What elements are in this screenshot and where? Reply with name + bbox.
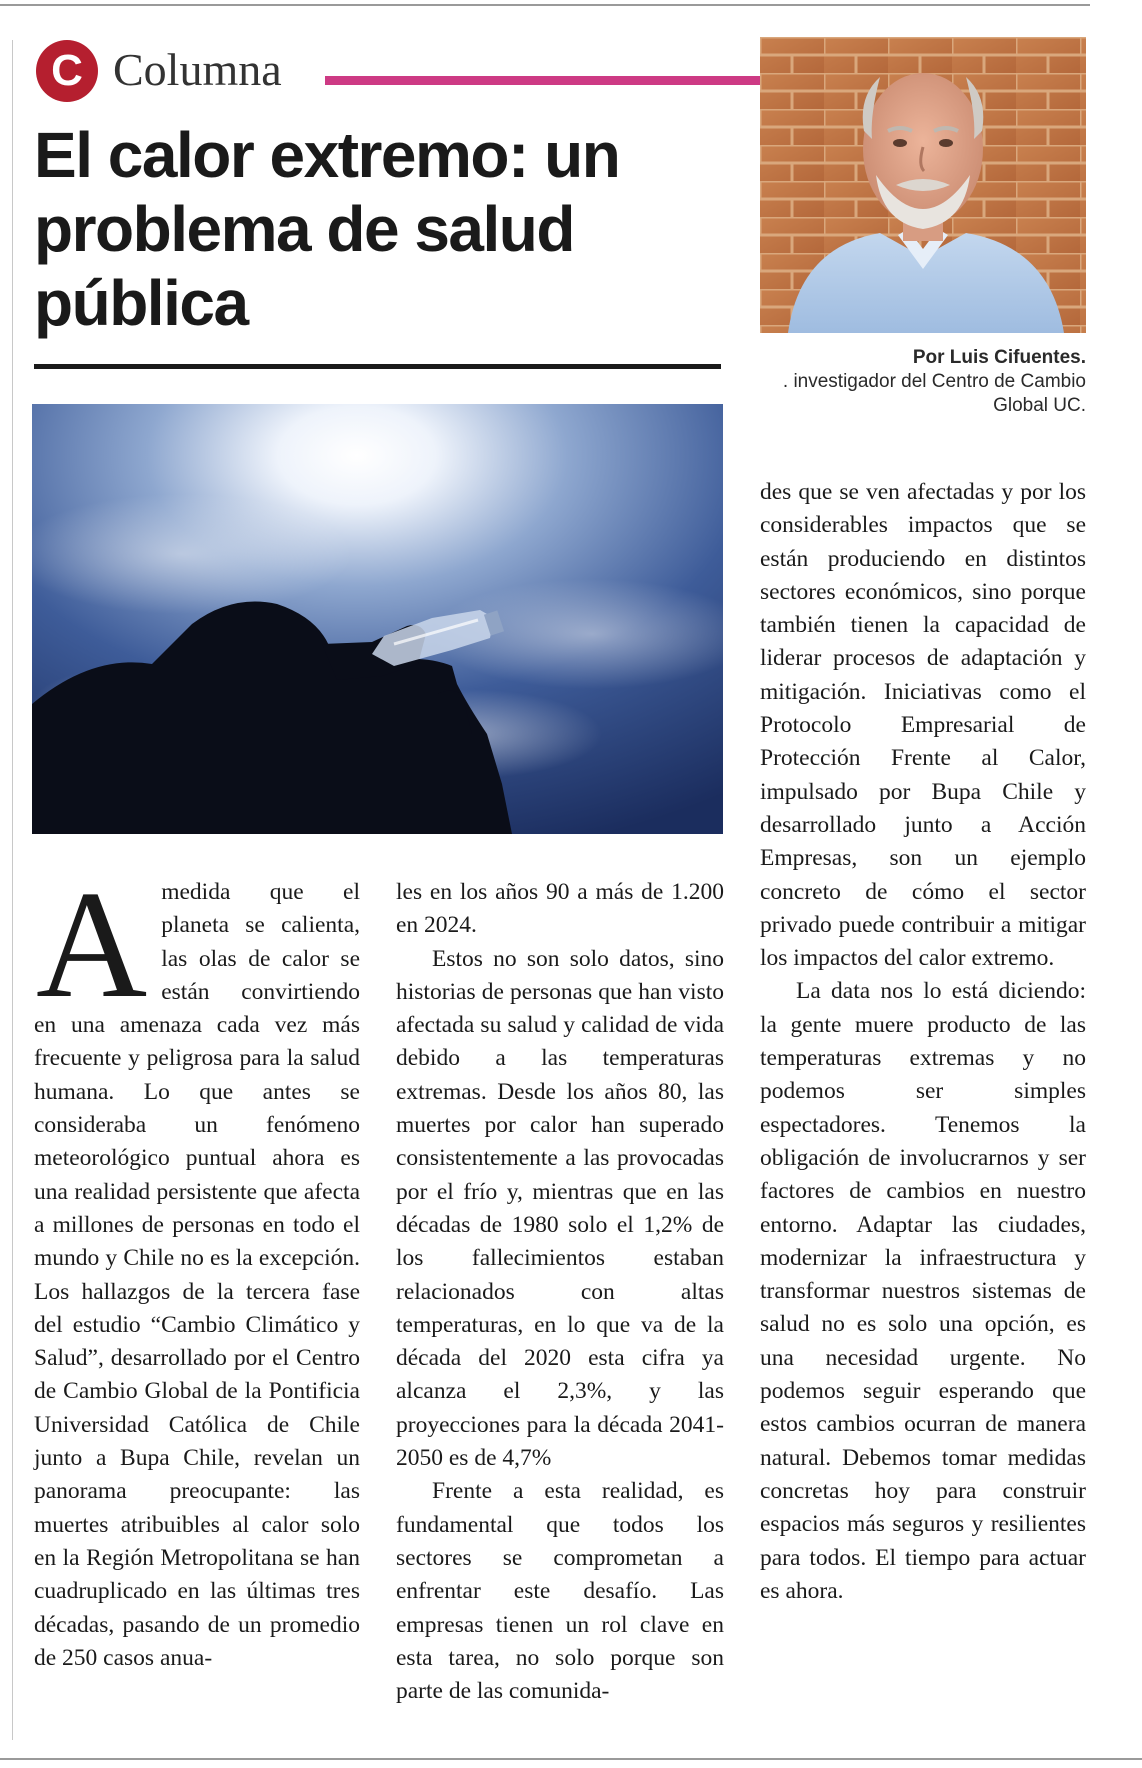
author-portrait <box>760 37 1086 333</box>
headline: El calor extremo: un problema de salud pública <box>34 119 620 339</box>
drop-cap: A <box>36 860 148 1030</box>
author-role: . investigador del Centro de Cambio Global UC. <box>782 371 1086 416</box>
paragraph: La data nos lo está diciendo: la gente muere producto de las temperaturas extremas y no podemos ser simples espectadores. Tenemos la obligación de involucrarnos y ser factores de cambios en nuestro entorno. Adaptar las ciudades, modernizar la infraestructura y transformar nuestros sistemas de salud no es solo una opción, es una necesidad urgente. No podemos seguir esperando que estos cambios ocurran de manera natural. Debemos tomar medidas concretas hoy para construir espacios más seguros y resilientes para todos. El tiempo para actuar es ahora. <box>760 978 1086 1604</box>
paragraph-text: medida que el planeta se calienta, las olas de calor se están convirtiendo en una amenaza cada vez más frecuente y peligrosa para la salud humana. Lo que antes se consideraba un fenómeno meteorológico puntual ahora es una realidad persistente que afecta a millones de personas en todo el mundo y Chile no es la excepción. Los hallazgos de la tercera fase del estudio “Cambio Climático y Salud”, desarrollado por el Centro de Cambio Global de la Pontificia Universidad Católica de Chile junto a Bupa Chile, revelan un panorama preocupante: las muertes atribuibles al calor solo en la Región Metropolitana se han cuadruplicado en las últimas tres décadas, pasando de un promedio de 250 casos anua- <box>34 879 360 1671</box>
article-column-1 <box>34 860 360 1675</box>
paragraph: Frente a esta realidad, es fundamental que todos los sectores se comprometan a enfrentar este desafío. Las empresas tienen un rol clave en esta tarea, no solo porque son parte de las comunida- <box>396 1478 724 1705</box>
bottom-border <box>0 1758 1142 1760</box>
section-badge: C <box>36 40 98 102</box>
top-border <box>0 4 1090 6</box>
main-photo <box>32 404 723 834</box>
headline-rule <box>34 364 721 369</box>
paragraph: des que se ven afectadas y por los considerables impactos que se están produciendo en distintos sectores económicos, sino porque también tienen la capacidad de liderar procesos de adaptación y mitigación. Iniciativas como el Protocolo Empresarial de Protección Frente al Calor, impulsado por Bupa Chile y desarrollado junto a Acción Empresas, son un ejemplo concreto de cómo el sector privado puede contribuir a mitigar los impactos del calor extremo. <box>760 479 1086 972</box>
byline <box>760 346 1086 418</box>
section-label: Columna <box>113 44 282 95</box>
section-rule <box>325 76 760 85</box>
article-column-3 <box>760 476 1086 1608</box>
author-name: Por Luis Cifuentes. <box>912 347 1086 368</box>
paragraph: Estos no son solo datos, sino historias de personas que han visto afectada su salud y calidad de vida debido a las temperaturas extremas. Desde los años 80, las muertes por calor han superado consistentemente a las provocadas por el frío y, mientras que en las décadas de 1980 solo el 1,2% de los fallecimientos estaban relacionados con altas temperaturas, en lo que va de la década del 2020 esta cifra ya alcanza el 2,3%, y las proyecciones para la década 2041-2050 es de 4,7% <box>396 945 724 1472</box>
article-column-2 <box>396 876 724 1708</box>
paragraph <box>34 860 360 1675</box>
left-border <box>12 40 13 1740</box>
main-photo-illustration <box>32 404 723 834</box>
author-portrait-illustration <box>760 37 1086 333</box>
paragraph: les en los años 90 a más de 1.200 en 2024. <box>396 879 724 939</box>
